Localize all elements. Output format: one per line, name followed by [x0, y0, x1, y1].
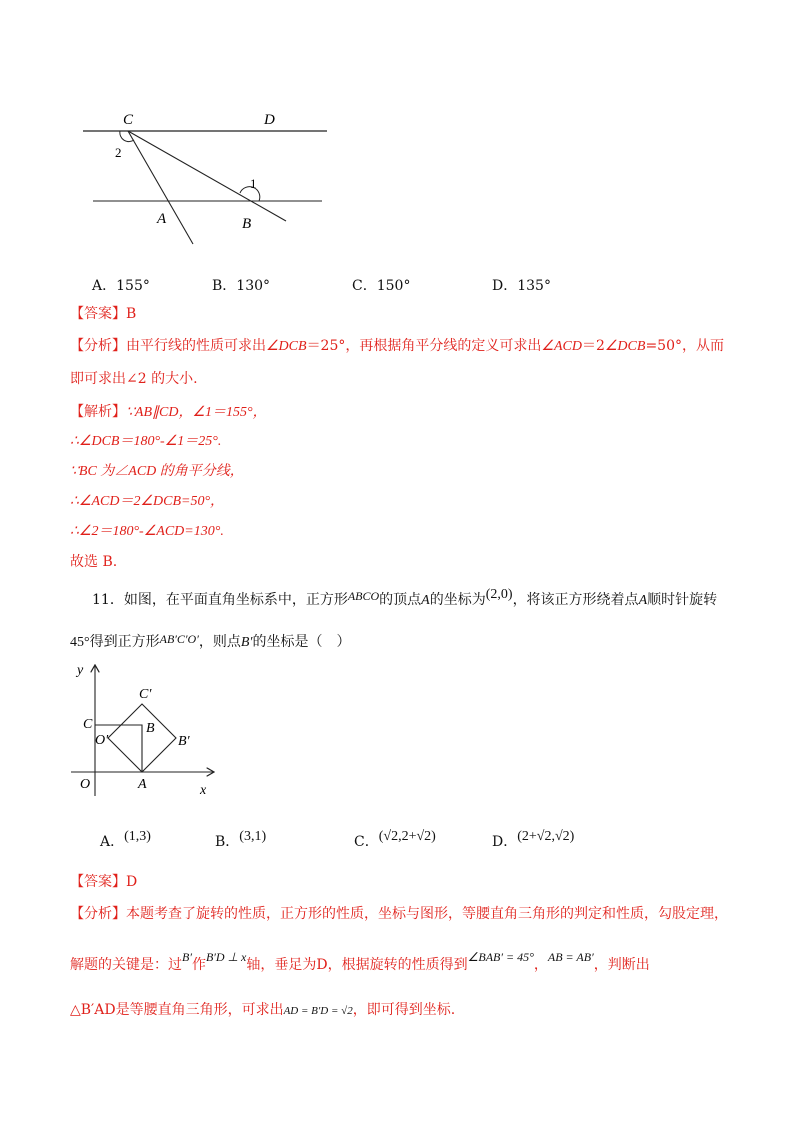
- q10-solution-line5: ∴∠2＝180°-∠ACD=130°.: [70, 524, 224, 539]
- option-letter: C．: [354, 834, 379, 850]
- q10-solution-line6: 故选 B.: [70, 554, 118, 570]
- label-c-prime: C′: [139, 687, 152, 702]
- q10-analysis-line1: [70, 336, 724, 357]
- q10-option-a: [92, 276, 150, 296]
- option-value: 155°: [116, 278, 150, 294]
- analysis-text: 由平行线的性质可求出: [126, 338, 266, 354]
- math-coord: (2,0): [485, 587, 513, 602]
- q11-option-d: [492, 826, 575, 850]
- math-term: B′: [240, 635, 253, 650]
- q10-analysis-line2: 即可求出∠2 的大小.: [70, 371, 198, 387]
- option-value: 135°: [517, 278, 551, 294]
- figure-parallel-lines: [75, 100, 340, 250]
- label-b: B: [242, 216, 252, 232]
- line-ca: [128, 131, 193, 244]
- analysis-text: ，即可得到坐标.: [352, 1002, 456, 1018]
- label-a: A: [138, 777, 147, 792]
- math-angle: ∠DCB: [266, 339, 307, 354]
- stem-text: ，则点: [198, 634, 241, 650]
- analysis-tag: 【分析】: [70, 906, 126, 922]
- q11-analysis-line3: [70, 1000, 455, 1021]
- label-b: B: [146, 721, 155, 736]
- q11-stem-line2: [70, 632, 350, 653]
- option-letter: A．: [100, 834, 125, 850]
- answer-tag: 【答案】: [70, 306, 126, 322]
- q10-solution-line2: ∴∠DCB＝180°-∠1＝25°.: [70, 434, 222, 449]
- label-c: C: [83, 717, 93, 732]
- analysis-text: 作: [191, 957, 206, 973]
- q11-analysis-line1: [70, 904, 728, 924]
- option-letter: B．: [215, 834, 240, 850]
- answer-value: D: [126, 874, 138, 890]
- label-b-prime: B′: [178, 734, 190, 749]
- q10-answer: [70, 304, 136, 324]
- label-2: 2: [115, 145, 122, 160]
- math-angle: ∠ACD: [541, 339, 582, 354]
- math-term: AB = AB′: [547, 950, 594, 964]
- label-o-prime: O′: [95, 733, 109, 748]
- math-term: AD = B′D = √2: [283, 1005, 353, 1017]
- q10-solution-line4: ∴∠ACD＝2∠DCB=50°，: [70, 494, 225, 509]
- stem-text: 顺时针旋转: [647, 592, 718, 608]
- q11-analysis-line2: [70, 950, 650, 975]
- q11-option-b: [215, 826, 267, 850]
- option-letter: D．: [492, 834, 518, 850]
- q11-stem-line1: [92, 587, 718, 611]
- analysis-text: 解题的关键是：过: [70, 957, 182, 973]
- label-y: y: [77, 663, 84, 678]
- option-value: (2+√2,√2): [517, 829, 575, 844]
- q10-solution-line3: ∵BC 为∠ACD 的角平分线，: [70, 464, 244, 479]
- math-term: A: [421, 593, 430, 608]
- question-number: 11．: [92, 592, 124, 608]
- option-value: 130°: [236, 278, 271, 294]
- stem-text: ，将该正方形绕着点: [512, 592, 639, 608]
- analysis-text: ＝25°，再根据角平分线的定义可求出: [306, 338, 542, 354]
- option-letter: B．: [212, 278, 237, 294]
- option-value: 150°: [376, 278, 411, 294]
- stem-text: 得到正方形: [89, 634, 160, 650]
- q11-option-c: [354, 826, 436, 850]
- option-letter: D．: [492, 278, 518, 294]
- stem-text: 的坐标是（ ）: [252, 634, 351, 650]
- stem-text: 如图，在平面直角坐标系中，正方形: [123, 592, 348, 608]
- option-value: (√2,2+√2): [378, 829, 436, 844]
- analysis-text: =50°，从而: [645, 338, 724, 354]
- line-cb: [128, 131, 286, 221]
- option-value: (3,1): [239, 829, 267, 844]
- analysis-text: △B′AD是等腰直角三角形，可求出: [70, 1002, 284, 1018]
- math-term: AB′C′O′: [159, 632, 199, 646]
- solution-tag: 【解析】: [70, 404, 126, 420]
- q10-solution-line1: [70, 402, 267, 423]
- analysis-text: ，: [533, 957, 548, 973]
- analysis-text: ＝2: [581, 338, 605, 354]
- label-d: D: [264, 112, 275, 128]
- label-a: A: [157, 211, 167, 227]
- solution-text: ∵AB∥CD，∠1＝155°，: [126, 405, 267, 420]
- analysis-tag: 【分析】: [70, 338, 126, 354]
- math-term: A: [638, 593, 648, 608]
- q11-answer: [70, 872, 137, 892]
- analysis-text: ，判断出: [593, 957, 650, 973]
- option-letter: A．: [92, 278, 117, 294]
- math-angle: ∠DCB: [604, 339, 646, 354]
- math-term: ABCO: [347, 589, 380, 603]
- stem-text: 的顶点: [379, 592, 422, 608]
- q10-option-d: [492, 276, 551, 296]
- math-term: 45°: [70, 635, 90, 650]
- answer-value: B: [126, 306, 137, 322]
- q11-option-a: [100, 826, 151, 850]
- answer-tag: 【答案】: [70, 874, 126, 890]
- option-value: (1,3): [124, 829, 151, 844]
- q10-option-b: [212, 276, 270, 296]
- math-term: B′: [182, 950, 192, 964]
- figure-rotated-square: [65, 658, 225, 798]
- q10-option-c: [352, 276, 410, 296]
- analysis-text: 本题考查了旋转的性质，正方形的性质，坐标与图形，等腰直角三角形的判定和性质，勾股定理，: [126, 906, 728, 922]
- option-letter: C．: [352, 278, 377, 294]
- math-term: ∠BAB′ = 45°: [467, 950, 534, 964]
- label-o: O: [80, 777, 91, 792]
- stem-text: 的坐标为: [429, 592, 486, 608]
- label-c: C: [123, 112, 134, 128]
- label-x: x: [200, 783, 207, 798]
- label-1: 1: [250, 176, 257, 191]
- analysis-text: 轴，垂足为D，根据旋转的性质得到: [246, 957, 468, 973]
- math-term: B′D ⊥ x: [205, 950, 247, 964]
